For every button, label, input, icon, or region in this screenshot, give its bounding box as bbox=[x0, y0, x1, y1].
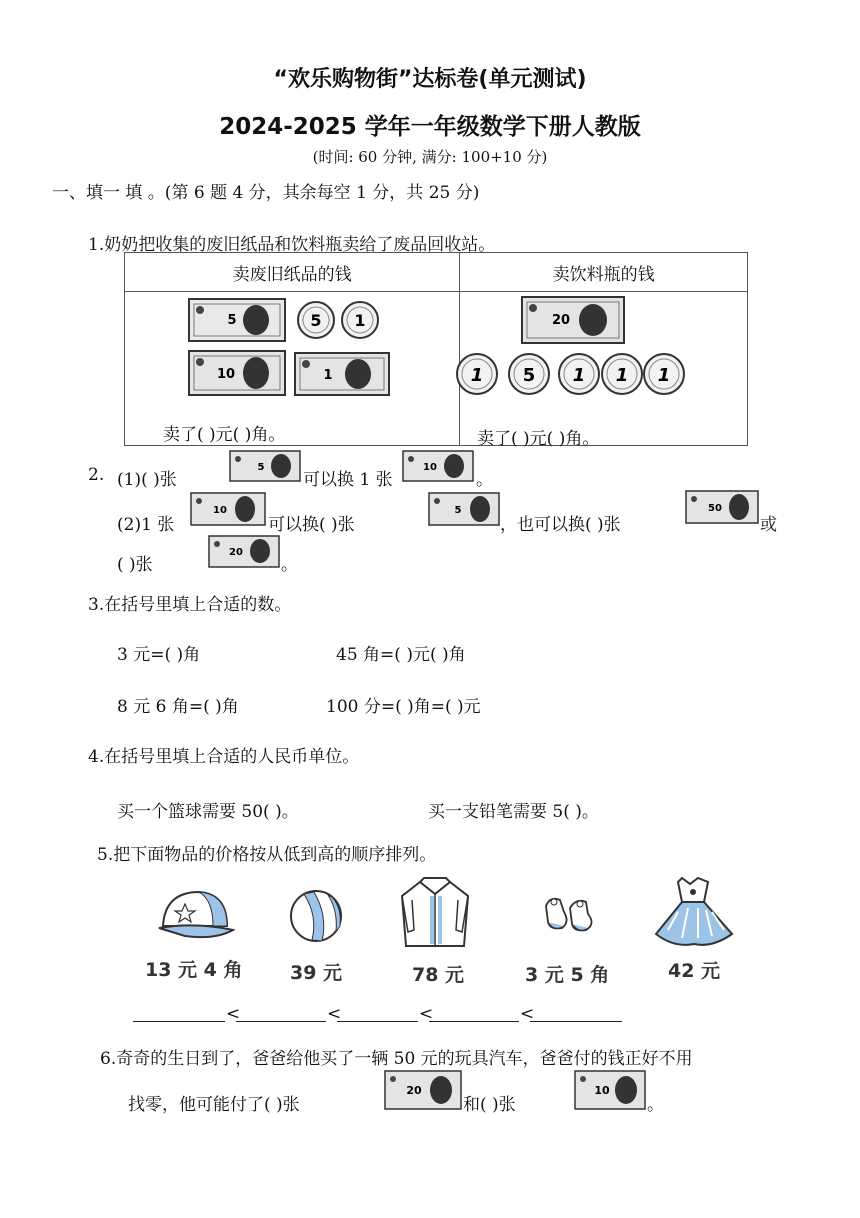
question-3-text: 3.在括号里填上合适的数。 bbox=[88, 595, 292, 615]
socks-icon bbox=[540, 892, 604, 940]
answer-bottles[interactable]: 卖了( )元( )角。 bbox=[477, 429, 600, 449]
order-blank-3[interactable] bbox=[337, 1021, 418, 1022]
coin-1-yuan bbox=[600, 352, 644, 396]
price-dress: 42 元 bbox=[668, 960, 721, 982]
note-label: 50 bbox=[708, 503, 722, 514]
coin-label: 1 bbox=[615, 365, 629, 386]
q3-item-d[interactable]: 100 分=( )角=( )元 bbox=[326, 697, 481, 717]
coin-label: 1 bbox=[657, 365, 671, 386]
note-label: 20 bbox=[551, 313, 571, 328]
coin-label: 1 bbox=[470, 365, 484, 386]
section-heading: 一、填一 填 。(第 6 题 4 分，其余每空 1 分，共 25 分) bbox=[52, 183, 480, 203]
order-blank-1[interactable] bbox=[133, 1021, 225, 1022]
exam-meta: (时间: 60 分钟, 满分: 100+10 分) bbox=[312, 148, 548, 166]
note-label: 5 bbox=[454, 505, 462, 516]
q2-line1-c: 。 bbox=[476, 470, 493, 490]
money-table bbox=[124, 252, 748, 446]
coin-1-yuan bbox=[557, 352, 601, 396]
note-label: 1 bbox=[323, 368, 333, 383]
coin-1-jiao bbox=[340, 300, 380, 340]
price-ball: 39 元 bbox=[290, 962, 343, 984]
q2-line2-a: (2)1 张 bbox=[117, 515, 175, 535]
q3-item-b[interactable]: 45 角=( )元( )角 bbox=[336, 645, 466, 665]
order-blank-2[interactable] bbox=[236, 1021, 326, 1022]
coin-label: 5 bbox=[522, 365, 536, 386]
q6-line2-b[interactable]: 和( )张 bbox=[463, 1095, 516, 1115]
shirt-icon bbox=[398, 874, 472, 954]
q3-item-c[interactable]: 8 元 6 角=( )角 bbox=[117, 697, 239, 717]
note-label: 5 bbox=[257, 462, 265, 473]
note-label: 10 bbox=[213, 505, 227, 516]
q4-item-a[interactable]: 买一个篮球需要 50( )。 bbox=[117, 802, 299, 822]
banknote-1-yuan bbox=[294, 352, 390, 396]
less-than-sign: < bbox=[419, 1004, 434, 1024]
price-socks: 3 元 5 角 bbox=[525, 964, 610, 986]
price-cap: 13 元 4 角 bbox=[145, 959, 243, 981]
q2-line1-b: 可以换 1 张 bbox=[303, 470, 393, 490]
banknote-10-yuan bbox=[402, 450, 474, 482]
page-subtitle: 2024-2025 学年一年级数学下册人教版 bbox=[219, 114, 641, 140]
table-header-paper: 卖废旧纸品的钱 bbox=[125, 253, 460, 292]
coin-5-jiao bbox=[296, 300, 336, 340]
note-label: 20 bbox=[406, 1084, 422, 1097]
less-than-sign: < bbox=[520, 1004, 535, 1024]
banknote-20-yuan bbox=[521, 296, 625, 344]
banknote-10-yuan bbox=[190, 492, 266, 526]
banknote-10-yuan bbox=[188, 350, 286, 396]
coin-label: 1 bbox=[354, 311, 366, 330]
answer-paper[interactable]: 卖了( )元( )角。 bbox=[163, 425, 286, 445]
banknote-50-yuan bbox=[685, 490, 759, 524]
note-label: 20 bbox=[229, 547, 243, 558]
q2-line2-b[interactable]: 可以换( )张 bbox=[268, 515, 355, 535]
question-2-number: 2. bbox=[88, 465, 105, 485]
question-5-text: 5.把下面物品的价格按从低到高的顺序排列。 bbox=[97, 845, 437, 865]
less-than-sign: < bbox=[327, 1004, 342, 1024]
less-than-sign: < bbox=[226, 1004, 241, 1024]
page-title: “欢乐购物街”达标卷(单元测试) bbox=[273, 67, 587, 92]
table-header-bottles: 卖饮料瓶的钱 bbox=[460, 253, 748, 292]
order-blank-5[interactable] bbox=[530, 1021, 622, 1022]
q4-item-b[interactable]: 买一支铅笔需要 5( )。 bbox=[428, 802, 599, 822]
q2-line2-d: 或 bbox=[760, 515, 777, 535]
q6-line2-a[interactable]: 找零，他可能付了( )张 bbox=[128, 1095, 300, 1115]
banknote-20-yuan bbox=[384, 1070, 462, 1110]
q3-item-a[interactable]: 3 元=( )角 bbox=[117, 645, 201, 665]
question-6-text: 6.奇奇的生日到了，爸爸给他买了一辆 50 元的玩具汽车，爸爸付的钱正好不用 bbox=[100, 1049, 693, 1069]
q2-line3-b: 。 bbox=[281, 555, 298, 575]
note-label: 5 bbox=[227, 313, 237, 328]
banknote-5-yuan bbox=[428, 492, 500, 526]
banknote-20-yuan bbox=[208, 535, 280, 568]
order-blank-4[interactable] bbox=[429, 1021, 519, 1022]
note-label: 10 bbox=[594, 1084, 610, 1097]
coin-label: 1 bbox=[572, 365, 586, 386]
coin-label: 5 bbox=[310, 311, 322, 330]
note-label: 10 bbox=[216, 367, 236, 382]
banknote-10-yuan bbox=[574, 1070, 646, 1110]
banknote-5-yuan bbox=[188, 298, 286, 342]
coin-1-yuan bbox=[455, 352, 499, 396]
coin-1-yuan bbox=[642, 352, 686, 396]
coin-5-jiao bbox=[507, 352, 551, 396]
cap-icon bbox=[155, 886, 235, 942]
q2-line2-c[interactable]: ，也可以换( )张 bbox=[500, 515, 621, 535]
question-4-text: 4.在括号里填上合适的人民币单位。 bbox=[88, 747, 360, 767]
banknote-5-yuan bbox=[229, 450, 301, 482]
q6-line2-c: 。 bbox=[647, 1095, 664, 1115]
dress-icon bbox=[652, 872, 742, 952]
ball-icon bbox=[288, 888, 344, 944]
q2-line1-a[interactable]: (1)( )张 bbox=[117, 470, 177, 490]
price-shirt: 78 元 bbox=[412, 964, 465, 986]
note-label: 10 bbox=[423, 462, 437, 473]
question-1-text: 1.奶奶把收集的废旧纸品和饮料瓶卖给了废品回收站。 bbox=[88, 235, 496, 255]
q2-line3-a[interactable]: ( )张 bbox=[117, 555, 153, 575]
